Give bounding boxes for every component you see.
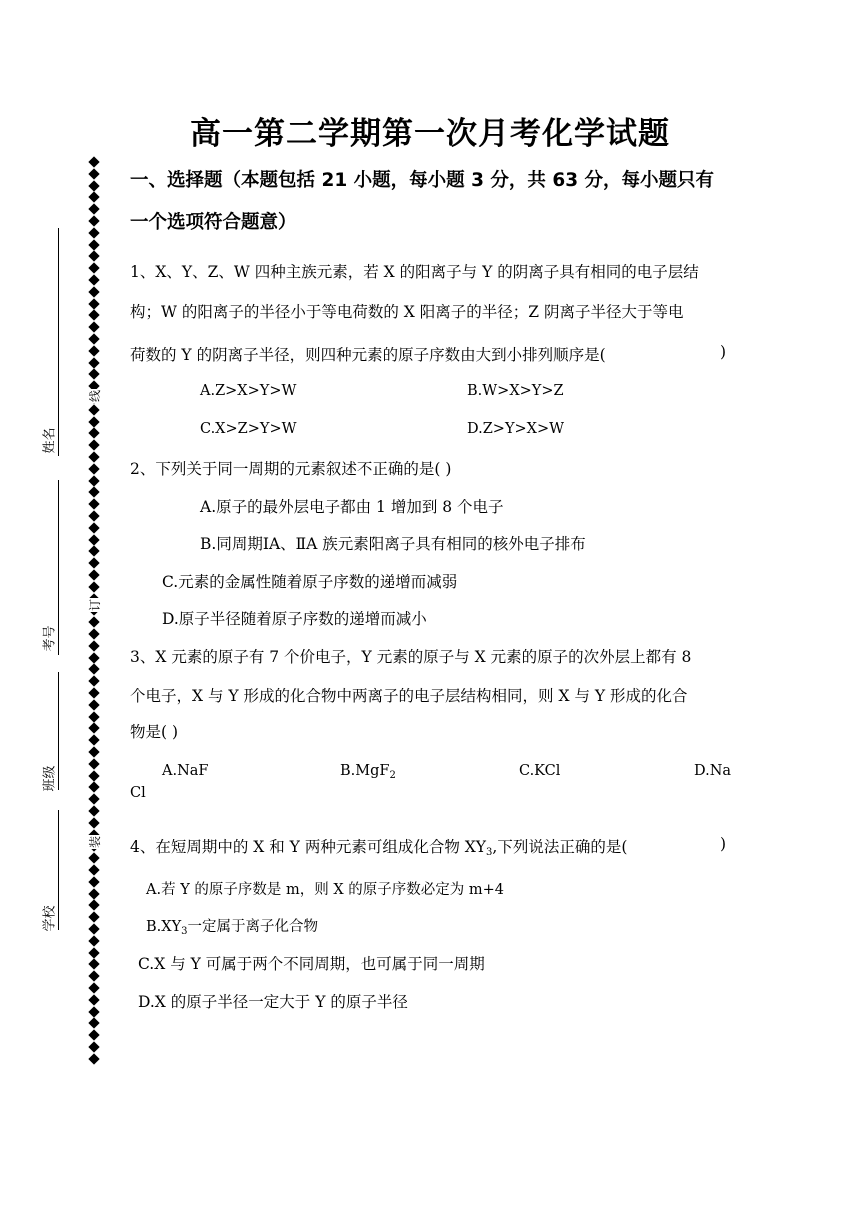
diamond-mark [88,746,99,757]
diamond-mark [88,404,99,415]
exam-number-label: 考号 [42,625,58,652]
diamond-mark [88,676,99,687]
q3-option-d: D.Na [694,763,732,779]
diamond-mark [88,876,99,887]
diamond-border [89,158,101,1076]
diamond-mark [88,333,99,344]
diamond-mark [88,215,99,226]
diamond-mark [88,735,99,746]
diamond-mark [88,369,99,380]
q1-stem-line3: 荷数的 Y 的阴离子半径，则四种元素的原子序数由大到小排列顺序是( [130,346,606,364]
section-heading-line2: 一个选项符合题意） [130,212,297,233]
q1-option-a: A.Z>X>Y>W [200,383,297,399]
diamond-mark [88,298,99,309]
diamond-mark [88,227,99,238]
diamond-mark [88,204,99,215]
diamond-mark [88,322,99,333]
section-heading-line1: 一、选择题（本题包括 21 小题，每小题 3 分，共 63 分，每小题只有 [130,170,715,191]
q4-option-c: C.X 与 Y 可属于两个不同周期，也可属于同一周期 [138,955,485,973]
binding-line [58,480,59,655]
q3-option-d-wrap: Cl [130,785,146,801]
name-label: 姓名 [42,427,58,454]
diamond-mark [88,357,99,368]
school-label: 学校 [42,905,58,932]
diamond-mark [88,251,99,262]
q4-option-a: A.若 Y 的原子序数是 m，则 X 的原子序数必定为 m+4 [146,882,505,898]
diamond-mark [88,239,99,250]
binding-line [58,672,59,790]
diamond-mark [88,664,99,675]
diamond-mark [88,758,99,769]
q1-option-c: C.X>Z>Y>W [200,421,297,437]
diamond-mark [88,192,99,203]
q4-answer-paren: ) [720,835,727,853]
q1-stem-line2: 构；W 的阳离子的半径小于等电荷数的 X 阳离子的半径；Z 阴离子半径大于等电 [130,303,684,321]
diamond-mark [88,711,99,722]
diamond-mark [88,263,99,274]
diamond-mark [88,1018,99,1029]
diamond-mark [88,817,99,828]
diamond-mark [88,617,99,628]
page-title: 高一第二学期第一次月考化学试题 [190,116,670,152]
diamond-mark [88,510,99,521]
diamond-mark [88,723,99,734]
diamond-mark [88,770,99,781]
q3-stem-line2: 个电子，X 与 Y 形成的化合物中两离子的电子层结构相同，则 X 与 Y 形成的化合 [130,687,688,705]
q2-stem: 2、下列关于同一周期的元素叙述不正确的是( ) [130,460,452,478]
diamond-mark [88,794,99,805]
diamond-mark [88,522,99,533]
q4-option-b: $B.XY_3$一定属于离子化合物 [146,919,319,937]
diamond-mark [88,888,99,899]
binding-mark-line: 线 [88,390,102,403]
diamond-mark [88,853,99,864]
diamond-mark [88,628,99,639]
diamond-mark [88,971,99,982]
diamond-mark [88,581,99,592]
diamond-mark [88,463,99,474]
q1-option-d: D.Z>Y>X>W [467,421,565,437]
diamond-mark [88,168,99,179]
diamond-mark [88,982,99,993]
diamond-mark [88,416,99,427]
q4-stem: 4、在短周期中的 X 和 Y 两种元素可组成化合物 $XY_3$,下列说法正确的是( [130,838,628,858]
q1-option-b: B.W>X>Y>Z [467,383,564,399]
diamond-mark [88,923,99,934]
binding-mark-order: 订 [88,599,102,612]
q2-option-c: C.元素的金属性随着原子序数的递增而减弱 [162,573,458,591]
diamond-mark [88,440,99,451]
diamond-mark [88,782,99,793]
q2-option-a: A.原子的最外层电子都由 1 增加到 8 个电子 [200,498,504,516]
diamond-mark [88,652,99,663]
diamond-mark [88,912,99,923]
diamond-mark [88,499,99,510]
q3-option-b: B.MgF$_2$ [340,763,396,781]
q3-stem-line1: 3、X 元素的原子有 7 个价电子，Y 元素的原子与 X 元素的原子的次外层上都有 8 [130,648,692,666]
diamond-mark [88,687,99,698]
diamond-mark [88,487,99,498]
diamond-mark [88,534,99,545]
diamond-mark [88,1041,99,1052]
diamond-mark [88,546,99,557]
diamond-mark [88,699,99,710]
diamond-mark [88,864,99,875]
diamond-mark [88,1006,99,1017]
diamond-mark [88,640,99,651]
q1-answer-paren: ) [720,343,727,361]
diamond-mark [88,286,99,297]
diamond-mark [88,805,99,816]
binding-line [58,228,59,456]
diamond-mark [88,900,99,911]
diamond-mark [88,451,99,462]
q3-option-a: A.NaF [162,763,209,779]
diamond-mark [88,935,99,946]
diamond-mark [88,959,99,970]
q3-option-c: C.KCl [519,763,561,779]
diamond-mark [88,156,99,167]
diamond-mark [88,428,99,439]
q2-option-b: B.同周期ⅠA、ⅡA 族元素阳离子具有相同的核外电子排布 [200,535,586,553]
q4-option-d: D.X 的原子半径一定大于 Y 的原子半径 [138,993,408,1011]
diamond-mark [88,947,99,958]
diamond-mark [88,475,99,486]
binding-line [58,810,59,930]
q3-stem-line3: 物是( ) [130,723,179,741]
diamond-mark [88,569,99,580]
diamond-mark [88,274,99,285]
diamond-mark [88,310,99,321]
diamond-mark [88,180,99,191]
diamond-mark [88,1053,99,1064]
q2-option-d: D.原子半径随着原子序数的递增而减小 [162,610,427,628]
diamond-mark [88,345,99,356]
diamond-mark [88,558,99,569]
class-label: 班级 [42,765,58,792]
binding-mark-bind: 装 [88,836,102,849]
q1-stem-line1: 1、X、Y、Z、W 四种主族元素，若 X 的阳离子与 Y 的阴离子具有相同的电子层结 [130,263,699,281]
diamond-mark [88,994,99,1005]
diamond-mark [88,1030,99,1041]
